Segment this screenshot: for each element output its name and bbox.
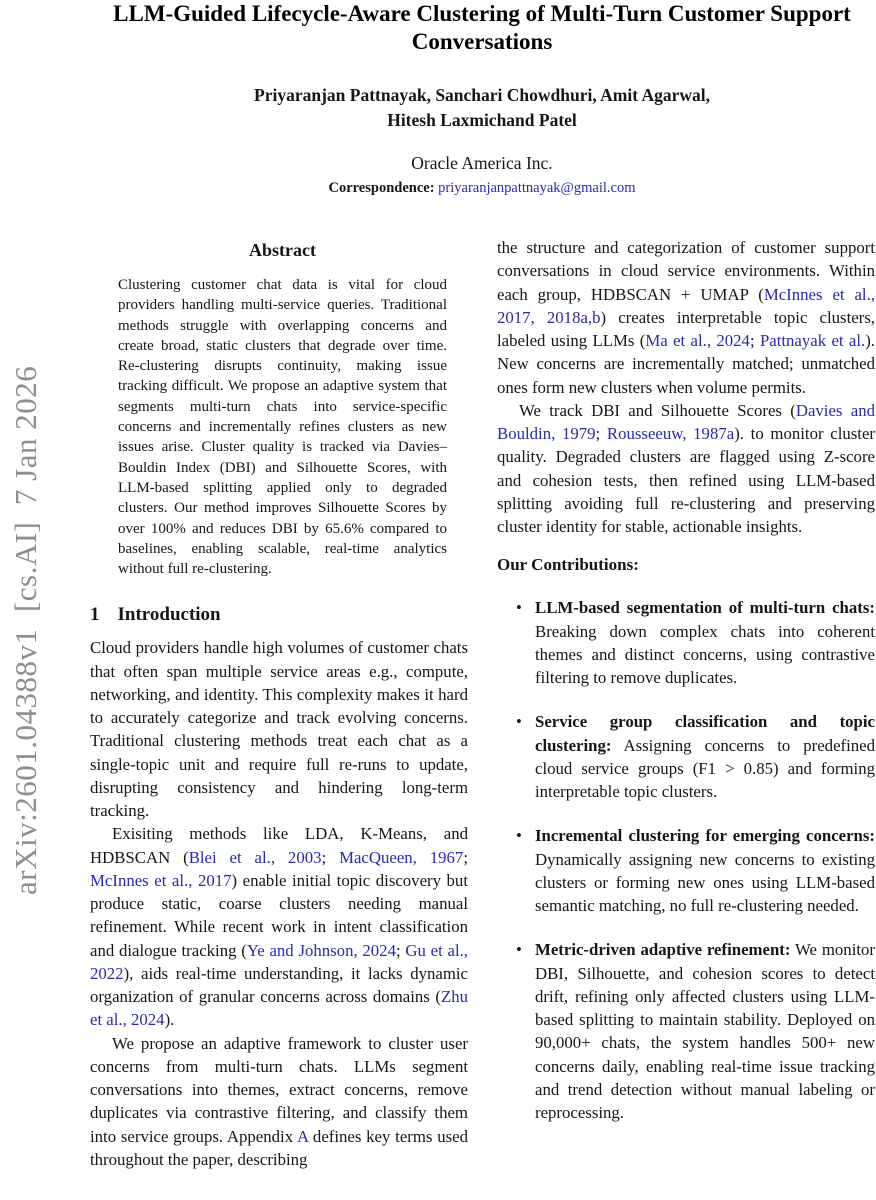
text-segment: We propose an adaptive framework to cluster user concerns from multi-turn chats. LLMs segment conversations into themes, extract concerns, remove duplicates via contrastive filtering, and classify them into service groups. Appendix	[90, 1033, 468, 1146]
right-paragraph-2	[497, 399, 875, 539]
citation-link[interactable]: Davies and Bouldin, 1979	[497, 400, 875, 443]
citation-link[interactable]: A	[296, 1126, 309, 1146]
citation-link[interactable]: Zhu et al., 2024	[90, 987, 468, 1030]
abstract-heading: Abstract	[249, 240, 316, 260]
paper-header	[88, 0, 876, 197]
authors-line-1: Priyaranjan Pattnayak, Sanchari Chowdhuri, Amit Agarwal,	[254, 85, 710, 105]
text-segment: Cloud providers handle high volumes of customer chats that often span multiple service areas e.g., compute, networking, and identity. This complexity makes it hard to accurately categorize and track evolving concerns. Traditional clustering methods treat each chat as a single-topic unit and require full re-runs to update, disrupting consistency and hindering long-term tracking.	[90, 638, 468, 821]
contributions-heading: Our Contributions:	[497, 555, 639, 575]
correspondence-label: Correspondence:	[328, 180, 435, 196]
text-segment: Breaking down complex chats into coherent themes and distinct concerns, using contrastive filtering to remove duplicates.	[535, 621, 875, 687]
paper-title-line-2: Conversations	[411, 29, 553, 54]
correspondence-line	[88, 180, 876, 197]
citation-link[interactable]: McInnes et al., 2017	[90, 870, 232, 890]
bold-text-segment: Metric-driven adaptive refinement:	[535, 940, 791, 960]
section-number: 1	[90, 604, 100, 626]
citation-link[interactable]: McInnes et al., 2017, 2018a,b	[497, 284, 875, 327]
text-segment: Exisiting methods like LDA, K-Means, and HDBSCAN (	[90, 824, 468, 867]
left-column	[90, 236, 468, 1171]
citation-link[interactable]: Blei et al., 2003	[188, 847, 322, 867]
section-title: Introduction	[117, 604, 221, 626]
citation-link[interactable]: MacQueen, 1967	[339, 847, 464, 867]
text-segment: ).	[164, 1010, 175, 1030]
citation-link[interactable]: Gu et al., 2022	[90, 940, 469, 983]
bold-text-segment: Incremental clustering for emerging concerns:	[535, 826, 875, 846]
arxiv-watermark: arXiv:2601.04388v1 [cs.AI] 7 Jan 2026	[8, 365, 43, 895]
contribution-item-4	[535, 938, 875, 1124]
right-column	[497, 236, 875, 1145]
intro-paragraph-3	[90, 1032, 468, 1172]
text-segment: defines key terms used throughout the paper, describing	[90, 1126, 468, 1169]
text-segment: ). New concerns are incrementally matched; unmatched ones form new clusters when volume permits.	[497, 331, 875, 397]
authors-line-2: Hitesh Laxmichand Patel	[387, 110, 577, 130]
contribution-item-1	[535, 596, 875, 689]
bold-text-segment: Service group classification and topic clustering:	[535, 712, 875, 755]
text-segment: the structure and categorization of customer support conversations in cloud service environments. Within each group, HDBSCAN + UMAP (	[497, 238, 875, 304]
text-segment: Assigning concerns to predefined cloud service groups (F1 > 0.85) and forming interpretable topic clusters.	[535, 735, 875, 801]
text-segment: ) creates interpretable topic clusters, labeled using LLMs (	[497, 307, 875, 350]
citation-link[interactable]: Rousseeuw, 1987a	[606, 424, 735, 443]
text-segment: We monitor DBI, Silhouette, and cohesion scores to detect drift, refining only affected clusters using LLM-based splitting to maintain stability. Deployed on 90,000+ chats, the system handles 500+ new concerns daily, enabling real-time issue tracking and trend detection without manual labeling or reprocessing.	[535, 940, 875, 1122]
text-segment: ;	[595, 424, 607, 443]
text-segment: Dynamically assigning new concerns to existing clusters or forming new ones using LLM-based semantic matching, no full re-clustering needed.	[535, 849, 875, 915]
text-segment: ). to monitor cluster quality. Degraded clusters are flagged using Z-score and cohesion tests, then refined using LLM-based splitting avoiding full re-clustering and preserving cluster identity for stable, actionable insights.	[497, 424, 875, 536]
abstract-text: Clustering customer chat data is vital for cloud providers handling multi-service queries. Traditional methods struggle with overlapping concerns and create broad, static clusters that degrade over time. Re-clustering disrupts continuity, making issue tracking difficult. We propose an adaptive system that segments multi-turn chats into service-specific concerns and incrementally refines clusters as new issues arise. Cluster quality is tracked via Davies–Bouldin Index (DBI) and Silhouette Scores, with LLM-based splitting applied only to degraded clusters. Our method improves Silhouette Scores by over 100% and reduces DBI by 65.6% compared to baselines, enabling scalable, real-time analytics without full re-clustering.	[118, 277, 447, 578]
right-paragraph-1	[497, 236, 875, 399]
text-segment: ;	[749, 331, 760, 350]
authors	[88, 83, 876, 133]
text-segment: ;	[395, 940, 406, 960]
citation-link[interactable]: Ye and Johnson, 2024	[246, 940, 396, 960]
text-segment: We track DBI and Silhouette Scores (	[519, 400, 796, 420]
intro-paragraph-2	[90, 822, 468, 1031]
text-segment: ;	[321, 847, 340, 867]
citation-link[interactable]: Pattnayak et al.	[759, 331, 866, 350]
affiliation: Oracle America Inc.	[411, 153, 553, 173]
text-segment: ) enable initial topic discovery but produce static, coarse clusters needing manual refinement. While recent work in intent classification and dialogue tracking (	[90, 870, 468, 960]
paper-title-line-1: LLM-Guided Lifecycle-Aware Clustering of Multi-Turn Customer Support	[113, 1, 851, 26]
section-heading-introduction	[90, 604, 468, 626]
citation-link[interactable]: Ma et al., 2024	[645, 331, 750, 350]
contribution-item-3	[535, 824, 875, 917]
intro-paragraph-1	[90, 636, 468, 822]
text-segment: ), aids real-time understanding, it lacks dynamic organization of granular concerns across domains (	[90, 963, 468, 1007]
contribution-item-2	[535, 710, 875, 803]
text-segment: ;	[463, 847, 468, 867]
abstract-block	[118, 240, 447, 579]
correspondence-email-link[interactable]: priyaranjanpattnayak@gmail.com	[438, 180, 636, 196]
contributions-list	[497, 596, 875, 1124]
bold-text-segment: LLM-based segmentation of multi-turn chats:	[535, 598, 875, 618]
